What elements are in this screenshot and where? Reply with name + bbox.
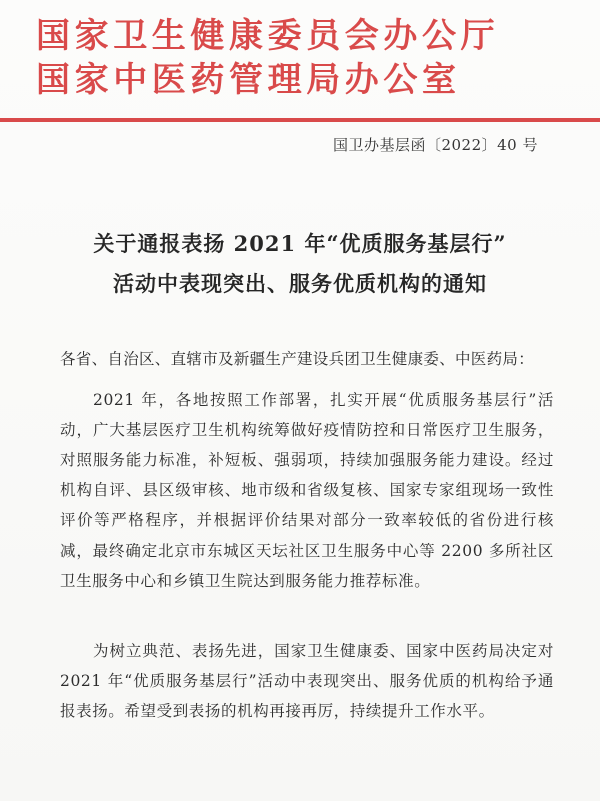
red-divider-line	[0, 118, 600, 122]
document-title-line-2: 活动中表现突出、服务优质机构的通知	[113, 271, 487, 296]
body-paragraph: 为树立典范、表扬先进，国家卫生健康委、国家中医药局决定对 2021 年“优质服务基层行”活动中表现突出、服务优质的机构给予通报表扬。希望受到表扬的机构再接再厉，持续提升工作水平。	[60, 641, 554, 720]
addressee-line: 各省、自治区、直辖市及新疆生产建设兵团卫生健康委、中医药局：	[60, 350, 535, 368]
issuing-authority-header	[36, 14, 576, 102]
header-line-health-commission: 国家卫生健康委员会办公厅	[36, 16, 500, 56]
body-paragraph: 2021 年，各地按照工作部署，扎实开展“优质服务基层行”活动，广大基层医疗卫生机构统筹做好疫情防控和日常医疗卫生服务，对照服务能力标准，补短板、强弱项，持续加强服务能力建设。经过机构自评、县区级审核、地市级和省级复核、国家专家组现场一致性评价等严格程序，并根据评价结果对部分一致率较低的省份进行核减，最终确定北京市东城区天坛社区卫生服务中心等 2200 多所社区卫生服务中心和乡镇卫生院达到服务能力推荐标准。	[60, 390, 554, 590]
document-title-line-1: 关于通报表扬 2021 年“优质服务基层行”	[93, 231, 507, 256]
document-number: 国卫办基层函〔2022〕40 号	[332, 136, 538, 154]
header-line-tcm-administration: 国家中医药管理局办公室	[36, 60, 461, 100]
